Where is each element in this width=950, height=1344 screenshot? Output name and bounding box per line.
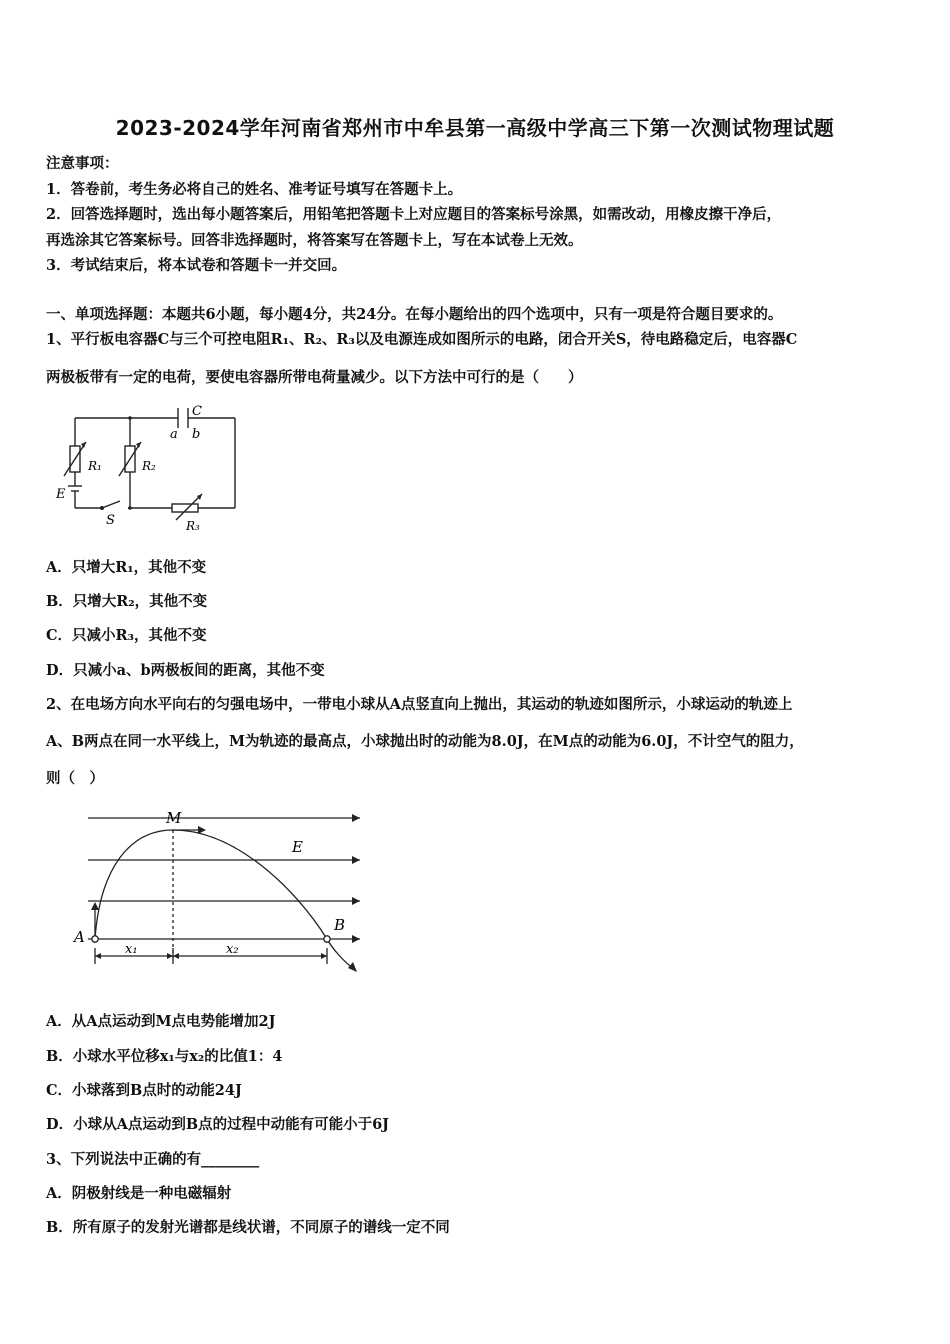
label-R3: R₃: [186, 519, 200, 533]
question-2-stem: 2、在电场方向水平向右的匀强电场中，一带电小球从A点竖直向上抛出，其运动的轨迹如图所示，小球运动的轨迹上: [46, 696, 793, 713]
option-C: C．只减小R₃，其他不变: [46, 627, 207, 644]
label-b: b: [192, 427, 201, 442]
notice-item: 再选涂其它答案标号。回答非选择题时，将答案写在答题卡上，写在本试卷上无效。: [46, 232, 583, 249]
notice-item: 2．回答选择题时，选出每小题答案后，用铅笔把答题卡上对应题目的答案标号涂黑，如需改动，用橡皮擦干净后，: [46, 206, 782, 223]
notice-item: 3．考试结束后，将本试卷和答题卡一并交回。: [46, 257, 347, 274]
label-M: M: [166, 809, 182, 827]
label-R2: R₂: [142, 459, 156, 473]
notice-heading: 注意事项：: [46, 155, 119, 172]
label-x2: x₂: [226, 942, 239, 957]
circuit-diagram: [50, 398, 250, 538]
question-2-stem: A、B两点在同一水平线上，M为轨迹的最高点，小球抛出时的动能为8.0J，在M点的动能为6.0J，不计空气的阻力，: [46, 733, 804, 750]
label-C: C: [192, 404, 202, 419]
option-D: D．小球从A点运动到B点的过程中动能有可能小于6J: [46, 1116, 390, 1133]
label-a: a: [170, 427, 178, 442]
option-A: A．只增大R₁，其他不变: [46, 559, 207, 576]
question-3-stem: 3、下列说法中正确的有________: [46, 1151, 260, 1168]
label-x1: x₁: [125, 942, 138, 957]
option-C: C．小球落到B点时的动能24J: [46, 1082, 242, 1099]
option-D: D．只减小a、b两极板间的距离，其他不变: [46, 662, 325, 679]
option-B: B．小球水平位移x₁与x₂的比值1：4: [46, 1048, 283, 1065]
question-2-stem: 则（ ）: [46, 770, 104, 787]
notice-item: 1．答卷前，考生务必将自己的姓名、准考证号填写在答题卡上。: [46, 181, 463, 198]
label-B: B: [334, 916, 346, 934]
label-R1: R₁: [88, 459, 102, 473]
option-B: B．只增大R₂，其他不变: [46, 593, 208, 610]
label-S: S: [106, 513, 115, 528]
page-title: 2023-2024学年河南省郑州市中牟县第一高级中学高三下第一次测试物理试题: [115, 116, 835, 140]
label-E: E: [56, 487, 66, 502]
label-E: E: [292, 838, 303, 856]
option-A: A．从A点运动到M点电势能增加2J: [46, 1013, 276, 1030]
option-B: B．所有原子的发射光谱都是线状谱，不同原子的谱线一定不同: [46, 1219, 450, 1236]
trajectory-diagram: [70, 808, 370, 978]
label-A: A: [74, 928, 85, 946]
question-1-stem: 两极板带有一定的电荷，要使电容器所带电荷量减少。以下方法中可行的是（ ）: [46, 369, 583, 386]
option-A: A．阴极射线是一种电磁辐射: [46, 1185, 232, 1202]
question-1-stem: 1、平行板电容器C与三个可控电阻R₁、R₂、R₃以及电源连成如图所示的电路，闭合开关S，待电路稳定后，电容器C: [46, 331, 798, 348]
section-heading: 一、单项选择题：本题共6小题，每小题4分，共24分。在每小题给出的四个选项中，只有一项是符合题目要求的。: [46, 306, 783, 323]
